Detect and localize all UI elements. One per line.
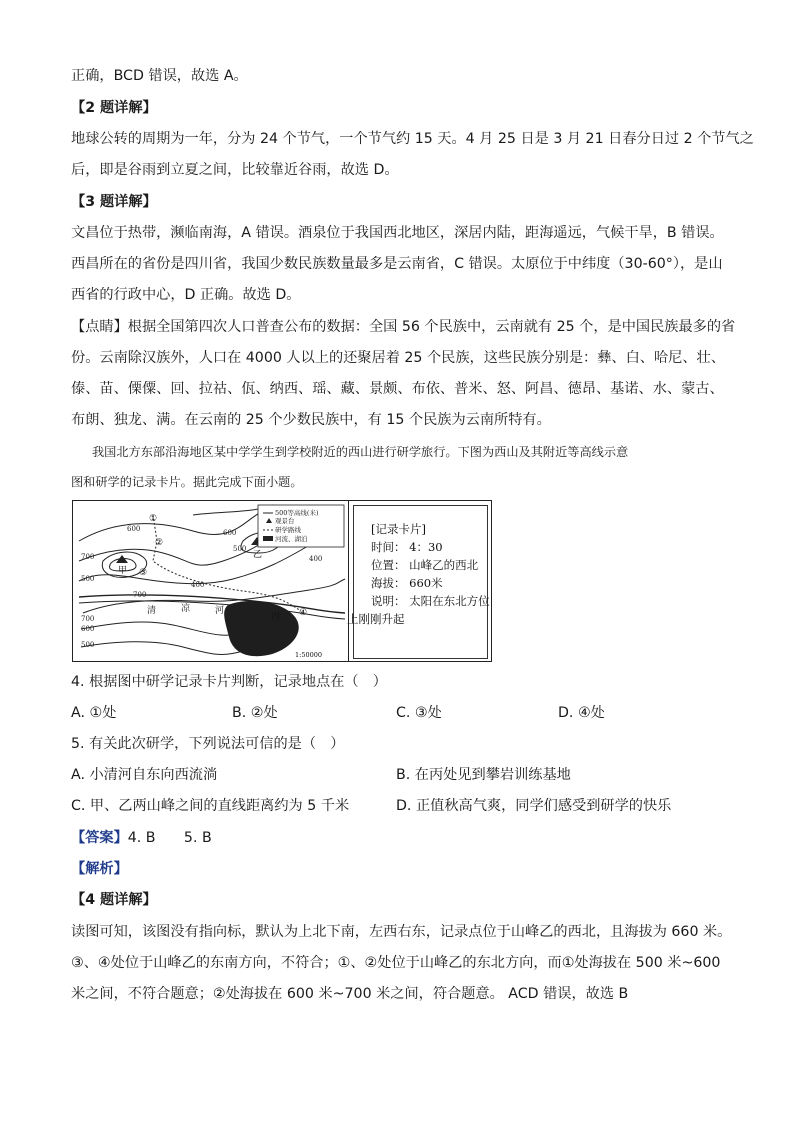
card-time: 时间： 4：30: [371, 540, 443, 554]
text-line: 文昌位于热带，濒临南海，A 错误。酒泉位于我国西北地区，深居内陆，距海遥远，气候干旱，B 错误。: [71, 225, 724, 241]
point-label: ②: [155, 538, 164, 548]
question-4-stem: 4. 根据图中研学记录卡片判断，记录地点在（ ）: [71, 674, 387, 690]
legend-label: 河流、湖泊: [275, 535, 308, 543]
record-card: [348, 501, 492, 661]
q5-option-a: A. 小清河自东向西流淌: [71, 767, 218, 783]
contour-line: [81, 622, 248, 635]
section-heading: 【3 题详解】: [71, 194, 157, 210]
text-line: 西省的行政中心，D 正确。故选 D。: [71, 287, 301, 303]
answer-line: [71, 828, 212, 848]
contour-label: 700: [133, 591, 147, 599]
answer-label: 【答案】: [71, 830, 128, 846]
answer-text: 4. B 5. B: [127, 830, 212, 846]
peak-label: 乙: [253, 550, 263, 560]
river-label: 河: [215, 606, 225, 616]
text-line: 份。云南除汉族外，人口在 4000 人以上的还聚居着 25 个民族，这些民族分别是：彝、白、哈尼、壮、: [71, 350, 725, 366]
contour-label: 600: [127, 525, 141, 533]
point-label: ④: [299, 608, 308, 618]
question-intro: 我国北方东部沿海地区某中学学生到学校附近的西山进行研学旅行。下图为西山及其附近等高线示意: [92, 445, 629, 459]
point-label: ①: [149, 514, 158, 524]
q5-option-d: D. 正值秋高气爽，同学们感受到研学的快乐: [396, 798, 672, 814]
contour-line: [81, 642, 243, 655]
text-line: 正确，BCD 错误，故选 A。: [71, 68, 248, 84]
contour-label: 600: [223, 529, 237, 537]
q5-option-c: C. 甲、乙两山峰之间的直线距离约为 5 千米: [71, 798, 350, 814]
text-line: 米之间，不符合题意；②处海拔在 600 米~700 米之间，符合题意。 ACD 错误，故选 B: [71, 986, 629, 1002]
text-line: 后，即是谷雨到立夏之间，比较靠近谷雨，故选 D。: [71, 162, 399, 178]
text-line: 傣、苗、傈僳、回、拉祜、佤、纳西、瑶、藏、景颇、布依、普米、怒、阿昌、德昂、基诺、水、蒙古、: [71, 381, 724, 397]
point-label: ③: [139, 568, 148, 578]
card-note: 上刚刚升起: [347, 612, 405, 626]
contour-label: 500: [233, 545, 247, 553]
q4-option-a: A. ①处: [71, 705, 117, 721]
text-line: 读图可知，该图没有指向标，默认为上北下南，左西右东，记录点位于山峰乙的西北，且海拔为 660 米。: [71, 924, 732, 940]
contour-label: 700: [81, 553, 95, 561]
contour-label: 700: [81, 615, 95, 623]
question-5-stem: 5. 有关此次研学，下列说法可信的是（ ）: [71, 736, 345, 752]
text-line: 布朗、独龙、满。在云南的 25 个少数民族中，有 15 个民族为云南所特有。: [71, 412, 551, 428]
card-title: [记录卡片]: [371, 522, 426, 536]
contour-label: 500: [81, 575, 95, 583]
contour-map: [73, 501, 348, 661]
question-intro: 图和研学的记录卡片。据此完成下面小题。: [71, 475, 303, 489]
card-altitude: 海拔： 660米: [371, 576, 443, 590]
legend-label: 研学路线: [275, 526, 301, 534]
card-note: 说明： 太阳在东北方位: [371, 594, 490, 608]
river-label: 凉: [181, 604, 191, 614]
q5-option-b: B. 在丙处见到攀岩训练基地: [396, 767, 571, 783]
contour-label: 600: [81, 625, 95, 633]
text-line: 【点睛】根据全国第四次人口普查公布的数据：全国 56 个民族中，云南就有 25 个，是中国民族最多的省: [71, 319, 736, 335]
contour-label: 400: [191, 581, 205, 589]
section-heading: 【2 题详解】: [71, 100, 157, 116]
legend-label: 观景台: [275, 517, 295, 525]
text-line: ③、④处位于山峰乙的东南方向，不符合；①、②处位于山峰乙的东北方向，而①处海拔在 500 米~600: [71, 955, 721, 971]
section-heading: 【4 题详解】: [71, 892, 157, 908]
legend-water-symbol: [263, 536, 273, 541]
peak-label: 甲: [118, 566, 128, 576]
lake: [224, 601, 299, 656]
contour-label: 500: [81, 641, 95, 649]
contour-line: [79, 543, 313, 584]
text-line: 地球公转的周期为一年，分为 24 个节气，一个节气约 15 天。4 月 25 日是 3 月 21 日春分日过 2 个节气之: [71, 131, 754, 147]
q4-option-b: B. ②处: [232, 705, 278, 721]
legend-label: 500等高线(米): [275, 509, 319, 517]
q4-option-c: C. ③处: [396, 705, 442, 721]
text-line: 西昌所在的省份是四川省，我国少数民族数量最多是云南省，C 错误。太原位于中纬度（30-60°），是山: [71, 256, 723, 272]
contour-label: 400: [309, 555, 323, 563]
q4-option-d: D. ④处: [558, 705, 605, 721]
contour-map-figure: [72, 500, 492, 662]
card-position: 位置： 山峰乙的西北: [371, 558, 479, 572]
scale-label: 1:50000: [295, 651, 323, 659]
river-label: 清: [147, 606, 157, 616]
analysis-label: 【解析】: [71, 861, 128, 877]
place-label: 丙: [271, 612, 281, 622]
